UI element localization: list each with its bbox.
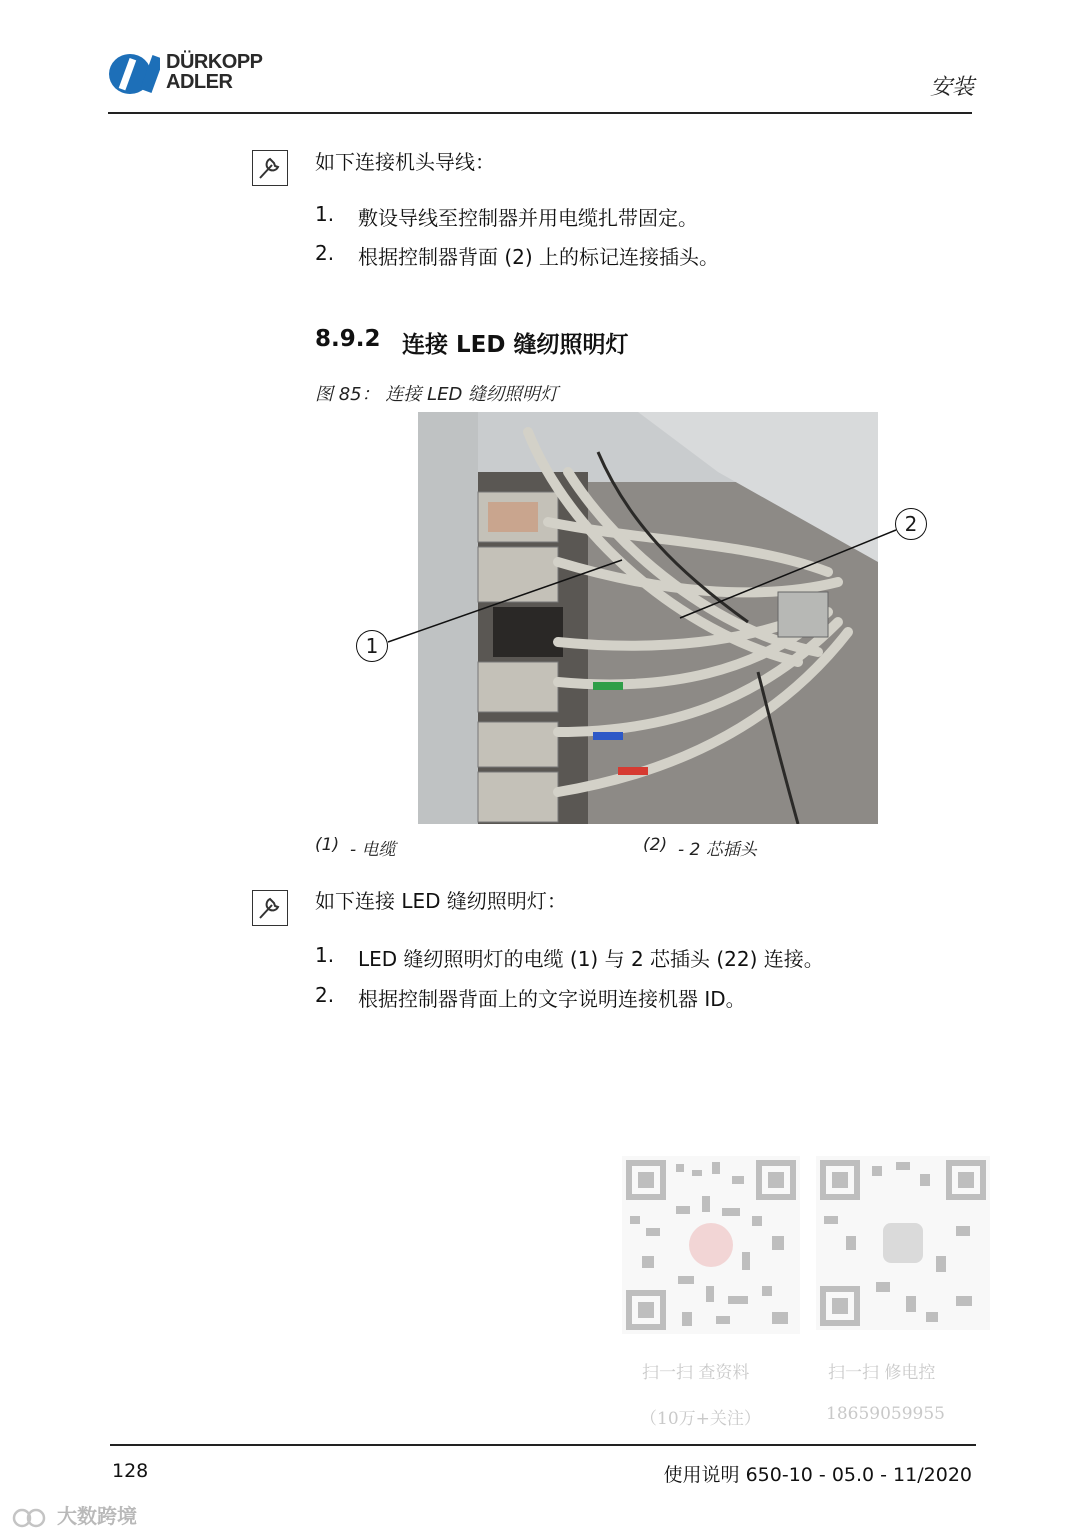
step-number: 1. (315, 202, 335, 226)
figure-caption: 图 85： 连接 LED 缝纫照明灯 (315, 384, 559, 405)
brand-logo (108, 52, 288, 98)
step-text: 根据控制器背面上的文字说明连接机器 ID。 (358, 987, 746, 1011)
qr-code-icon (816, 1156, 990, 1330)
qr-left-caption-1: 扫一扫 查资料 (642, 1363, 750, 1383)
legend-text-2: - 2 芯插头 (678, 840, 757, 860)
qr-code-icon (622, 1156, 800, 1334)
document-id: 使用说明 650-10 - 05.0 - 11/2020 (663, 1464, 972, 1486)
header-section-title: 安装 (929, 75, 974, 100)
brand-line-1: DÜRKOPP (166, 51, 263, 73)
instruction-title-2: 如下连接 LED 缝纫照明灯： (315, 889, 567, 913)
callout-2: 2 (895, 508, 927, 540)
qr-left-caption-2: （10万+关注） (640, 1409, 761, 1429)
qr-right-caption-1: 扫一扫 修电控 (828, 1363, 936, 1383)
wrench-icon (252, 890, 288, 926)
callout-line-2 (660, 520, 920, 630)
header-divider (108, 112, 972, 114)
step-text: 敷设导线至控制器并用电缆扎带固定。 (358, 206, 698, 230)
instruction-title-1: 如下连接机头导线： (315, 150, 495, 174)
wrench-icon (252, 150, 288, 186)
qr-right-caption-2: 18659059955 (826, 1404, 945, 1424)
callout-1: 1 (356, 630, 388, 662)
footer-divider (110, 1444, 976, 1446)
step-number: 1. (315, 943, 335, 967)
step-number: 2. (315, 983, 335, 1007)
callout-line-1 (352, 520, 652, 670)
step-text: 根据控制器背面 (2) 上的标记连接插头。 (358, 245, 720, 269)
brand-logo-icon (108, 52, 160, 96)
brand-line-2: ADLER (166, 71, 233, 93)
watermark (10, 1500, 137, 1530)
brand-name (166, 52, 263, 92)
legend-text-1: - 电缆 (350, 840, 396, 860)
watermark-icon (10, 1506, 50, 1530)
page-number: 128 (112, 1460, 149, 1482)
legend-num-2: (2) (643, 835, 668, 855)
section-title: 连接 LED 缝纫照明灯 (402, 332, 629, 358)
legend-num-1: (1) (315, 835, 340, 855)
step-text: LED 缝纫照明灯的电缆 (1) 与 2 芯插头 (22) 连接。 (358, 947, 824, 971)
watermark-text: 大数跨境 (56, 1504, 137, 1528)
section-number: 8.9.2 (315, 326, 381, 352)
step-number: 2. (315, 241, 335, 265)
